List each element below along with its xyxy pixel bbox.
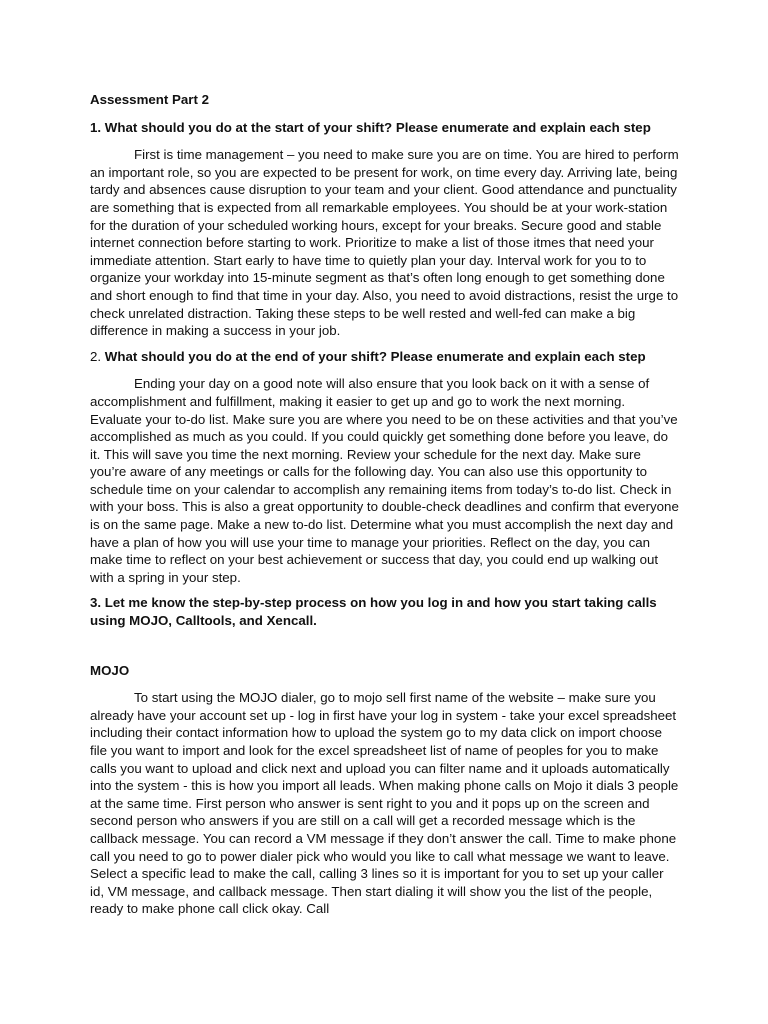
answer-1-paragraph: First is time management – you need to make sure you are on time. You are hired to perform an important role, so you are expected to be present for work, on time every day. Arriving late, being tardy and absences cause disruption to your team and your client. Good attendance and punctuality are something that is expected from all remarkable employees. You should be at your work-station for the duration of your scheduled working hours, except for your breaks. Secure good and stable internet connection before starting to work. Prioritize to make a list of those itmes that need your immediate attention. Start early to have time to quietly plan your day. Interval work for you to to organize your workday into 15-minute segment as that’s often long enough to get something done and short enough to find that time in your day. Also, you need to avoid distractions, resist the urge to check unrelated distraction. Taking these steps to be well rested and well-fed can make a big difference in making a success in your job.	[90, 147, 679, 339]
question-1	[90, 119, 680, 137]
question-2-number: 2.	[90, 348, 102, 364]
answer-2-paragraph: Ending your day on a good note will also ensure that you look back on it with a sense of accomplishment and fulfillment, making it easier to get up and go to work the next morning. Evaluate your to-do list. Make sure you are where you need to be on these activities and that you’ve accomplished as much as you could. If you could quickly get something done before you leave, do it. This will save you time the next morning. Review your schedule for the next day. Make sure you’re aware of any meetings or calls for the following day. You can also use this opportunity to schedule time on your calendar to accomplish any remaining items from today’s to-do list. Check in with your boss. This is also a great opportunity to double-check deadlines and confirm that everyone is on the same page. Make a new to-do list. Determine what you must accomplish the next day and have a plan of how you will use your time to manage your priorities. Reflect on the day, you can make time to reflect on your best achievement or success that day, you could end up walking out with a spring in your step.	[90, 376, 679, 585]
question-1-number: 1.	[90, 119, 102, 135]
question-3: 3. Let me know the step-by-step process on how you log in and how you start taking calls using MOJO, Calltools, and Xencall.	[90, 595, 657, 629]
question-2	[90, 348, 680, 366]
section-heading-mojo: MOJO	[90, 662, 130, 678]
question-1-text: What should you do at the start of your shift? Please enumerate and explain each step	[104, 119, 651, 135]
document-title: Assessment Part 2	[90, 92, 209, 107]
document-body	[90, 91, 680, 918]
question-2-text: What should you do at the end of your shift? Please enumerate and explain each step	[104, 348, 646, 364]
answer-3-mojo-paragraph: To start using the MOJO dialer, go to mojo sell first name of the website – make sure you already have your account set up - log in first have your log in system - take your excel spreadsheet including their contact information how to upload the system go to my data click on import choose file you want to import and look for the excel spreadsheet list of name of peoples for you to make calls you want to upload and click next and upload you can filter name and it uploads automatically into the system - this is how you import all leads. When making phone calls on Mojo it dials 3 people at the same time. First person who answer is sent right to you and it pops up on the screen and second person who answers if you are still on a call will get a recorded message which is the callback message. You can record a VM message if they don’t answer the call. Time to make phone call you need to go to power dialer pick who would you like to call what message we want to leave. Select a specific lead to make the call, calling 3 lines so it is important for you to set up your caller id, VM message, and callback message. Then start dialing it will show you the list of the people, ready to make phone call click okay. Call	[90, 690, 679, 917]
section-spacer	[90, 640, 680, 662]
